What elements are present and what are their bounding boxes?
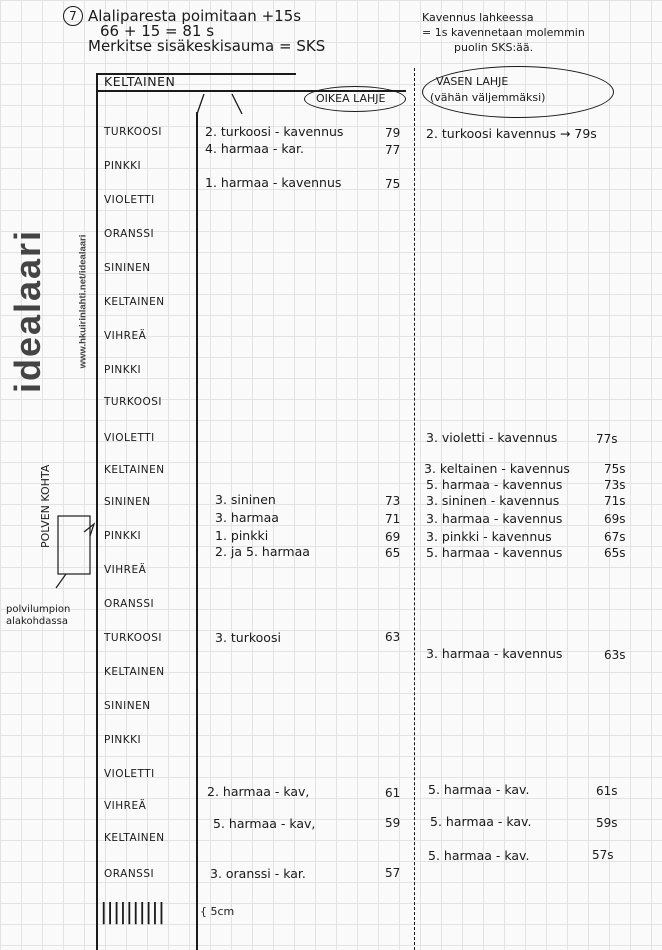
left-leg-count: 65s	[604, 546, 626, 560]
knee-note: POLVEN KOHTA	[39, 464, 52, 548]
left-leg-step: 5. harmaa - kav.	[428, 848, 530, 863]
note-line-2: = 1s kavennetaan molemmin	[422, 26, 585, 39]
right-leg-count: 73	[385, 494, 401, 508]
left-leg-step: 2. turkoosi kavennus → 79s	[426, 126, 597, 141]
stripe-label: ORANSSI	[104, 228, 155, 240]
right-leg-count: 63	[385, 630, 401, 644]
left-leg-step: 5. harmaa - kavennus	[426, 545, 563, 560]
stripe-label: TURKOOSI	[104, 126, 162, 138]
watermark-brand: idealaari	[7, 228, 49, 394]
left-leg-step: 3. violetti - kavennus	[426, 430, 558, 445]
right-leg-count: 59	[385, 816, 401, 830]
left-leg-step: 3. sininen - kavennus	[426, 493, 560, 508]
stripe-label: KELTAINEN	[104, 464, 165, 476]
left-leg-count: 67s	[604, 530, 626, 544]
stripe-column-border	[196, 112, 198, 950]
knee-bracket	[54, 512, 98, 590]
right-leg-count: 79	[385, 126, 401, 140]
left-leg-step: 5. harmaa - kav.	[430, 814, 532, 829]
right-leg-step: 2. ja 5. harmaa	[215, 544, 310, 559]
right-leg-count: 69	[385, 530, 401, 544]
right-leg-step: 1. pinkki	[215, 528, 269, 543]
stripe-label: SININEN	[104, 262, 151, 274]
ribbing-marks: ||||||||||	[100, 900, 165, 925]
right-leg-step: 1. harmaa - kavennus	[205, 175, 342, 190]
left-leg-step: 3. pinkki - kavennus	[426, 529, 552, 544]
stripe-label: PINKKI	[104, 160, 142, 172]
right-leg-count: 75	[385, 177, 401, 191]
header-line-3: Merkitse sisäkeskisauma = SKS	[88, 37, 326, 55]
left-leg-count: 77s	[596, 432, 618, 446]
right-leg-count: 65	[385, 546, 401, 560]
left-leg-count: 73s	[604, 478, 626, 492]
right-leg-step: 2. harmaa - kav,	[207, 784, 310, 799]
kneecap-note: polvilumpion alakohdassa	[6, 604, 71, 627]
right-leg-step: 5. harmaa - kav,	[213, 816, 316, 831]
left-leg-count: 61s	[596, 784, 618, 798]
watermark-url: www.hkuirinlahti.net/idealaari	[77, 234, 89, 369]
left-leg-step: 5. harmaa - kav.	[428, 782, 530, 797]
right-leg-step: 3. sininen	[215, 492, 276, 507]
stripe-label: VIHREÄ	[104, 564, 147, 576]
leg-divider	[414, 68, 415, 950]
stripe-label: VIOLETTI	[104, 768, 155, 780]
stripe-label: TURKOOSI	[104, 396, 162, 408]
stripe-header: KELTAINEN	[104, 74, 176, 89]
stripe-label: KELTAINEN	[104, 666, 165, 678]
left-leg-step: 5. harmaa - kavennus	[426, 477, 563, 492]
right-leg-step: 2. turkoosi - kavennus	[205, 124, 344, 139]
left-leg-count: 57s	[592, 848, 614, 862]
note-line-1: Kavennus lahkeessa	[422, 11, 534, 24]
right-leg-step: 4. harmaa - kar.	[205, 141, 304, 156]
right-leg-count: 77	[385, 143, 401, 157]
header-line-1: Alaliparesta poimitaan +15s	[88, 7, 302, 25]
stripe-label: SININEN	[104, 700, 151, 712]
left-leg-step: 3. harmaa - kavennus	[426, 511, 563, 526]
left-leg-label: VASEN LAHJE	[436, 75, 509, 88]
stripe-label: VIOLETTI	[104, 432, 155, 444]
stripe-label: KELTAINEN	[104, 296, 165, 308]
stripe-label: VIHREÄ	[104, 800, 147, 812]
left-leg-step: 3. harmaa - kavennus	[426, 646, 563, 661]
left-leg-count: 69s	[604, 512, 626, 526]
stripe-label: VIOLETTI	[104, 194, 155, 206]
note-line-3: puolin SKS:ää.	[454, 41, 534, 54]
right-leg-count: 57	[385, 866, 401, 880]
stripe-label: ORANSSI	[104, 868, 155, 880]
step-number: 7	[63, 6, 83, 26]
right-leg-step: 3. oranssi - kar.	[210, 866, 306, 881]
stripe-label: PINKKI	[104, 364, 142, 376]
stripe-label: ORANSSI	[104, 598, 155, 610]
left-leg-count: 71s	[604, 494, 626, 508]
right-leg-label: OIKEA LAHJE	[316, 92, 386, 105]
left-leg-count: 59s	[596, 816, 618, 830]
watermark	[6, 200, 89, 410]
right-leg-step: 3. turkoosi	[215, 630, 281, 645]
stripe-label: PINKKI	[104, 734, 142, 746]
right-leg-step: 3. harmaa	[215, 510, 279, 525]
left-leg-count: 63s	[604, 648, 626, 662]
header-line-2: 66 + 15 = 81 s	[100, 22, 215, 40]
right-leg-count: 61	[385, 786, 401, 800]
stripe-label: SININEN	[104, 496, 151, 508]
stripe-label: TURKOOSI	[104, 632, 162, 644]
left-leg-step: 3. keltainen - kavennus	[424, 461, 570, 476]
ribbing-label: { 5cm	[200, 905, 235, 918]
left-leg-count: 75s	[604, 462, 626, 476]
left-leg-sublabel: (vähän väljemmäksi)	[430, 91, 546, 104]
waistband-shape	[192, 92, 252, 116]
stripe-label: PINKKI	[104, 530, 142, 542]
stripe-label: VIHREÄ	[104, 330, 147, 342]
stripe-label: KELTAINEN	[104, 832, 165, 844]
right-leg-count: 71	[385, 512, 401, 526]
